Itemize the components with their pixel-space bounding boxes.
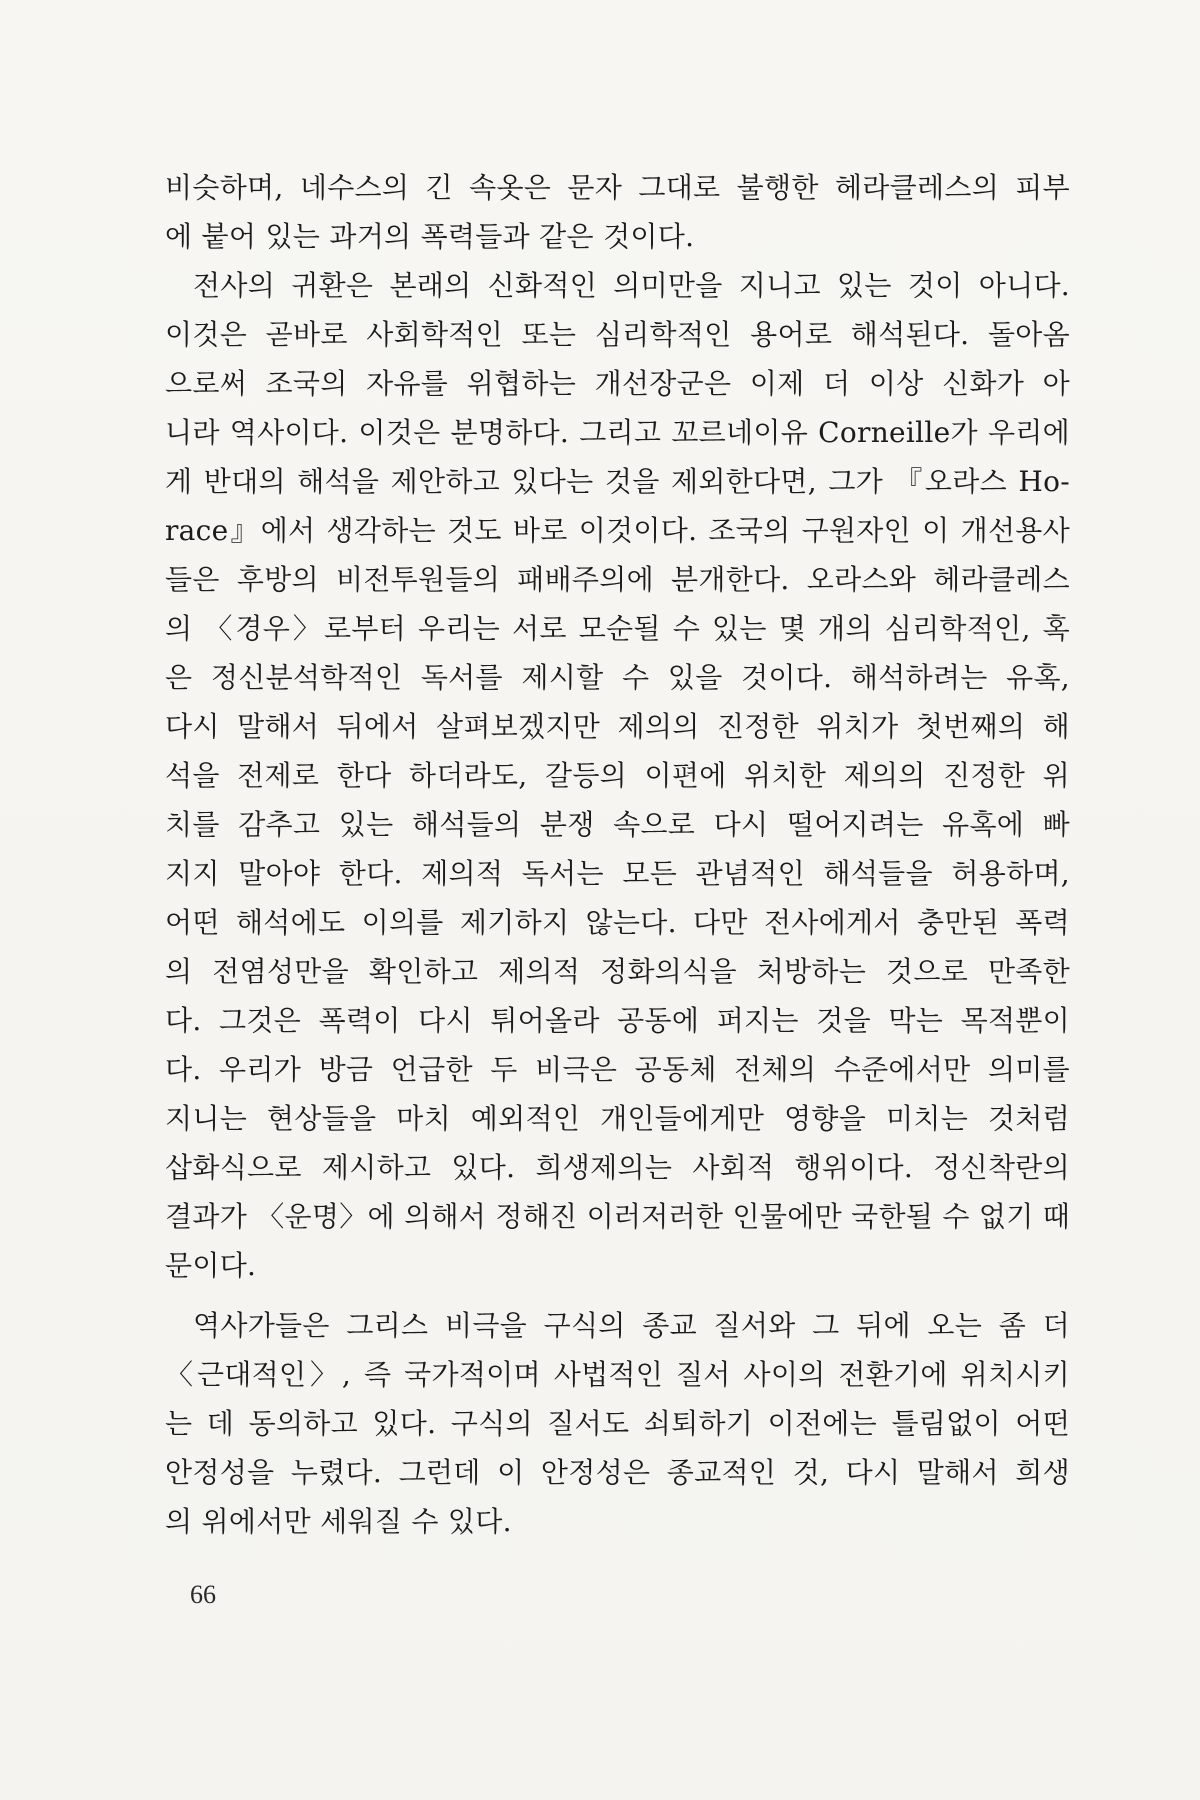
body-text: [165, 163, 1070, 1546]
text-line: 들은 후방의 비전투원들의 패배주의에 분개한다. 오라스와 헤라클레스: [165, 563, 1070, 596]
paragraph: [165, 261, 1070, 1290]
text-line: 결과가 〈운명〉에 의해서 정해진 이러저러한 인물에만 국한될 수 없기 때: [165, 1200, 1070, 1233]
text-line: 안정성을 누렸다. 그런데 이 안정성은 종교적인 것, 다시 말해서 희생: [165, 1456, 1070, 1489]
paragraph-gap: [165, 1290, 1070, 1301]
text-line: 다. 그것은 폭력이 다시 튀어올라 공동에 퍼지는 것을 막는 목적뿐이: [165, 1004, 1070, 1037]
text-line: 치를 감추고 있는 해석들의 분쟁 속으로 다시 떨어지려는 유혹에 빠: [165, 808, 1070, 841]
text-line: 삽화식으로 제시하고 있다. 희생제의는 사회적 행위이다. 정신착란의: [165, 1151, 1070, 1184]
text-line: 문이다.: [165, 1249, 257, 1282]
paragraph: [165, 163, 1070, 261]
text-line: 전사의 귀환은 본래의 신화적인 의미만을 지니고 있는 것이 아니다.: [193, 269, 1070, 302]
text-line: 역사가들은 그리스 비극을 구식의 종교 질서와 그 뒤에 오는 좀 더: [193, 1309, 1070, 1342]
text-line: race』에서 생각하는 것도 바로 이것이다. 조국의 구원자인 이 개선용사: [165, 514, 1070, 547]
text-line: 는 데 동의하고 있다. 구식의 질서도 쇠퇴하기 이전에는 틀림없이 어떤: [165, 1407, 1070, 1440]
text-line: 다. 우리가 방금 언급한 두 비극은 공동체 전체의 수준에서만 의미를: [165, 1053, 1070, 1086]
text-line: 어떤 해석에도 이의를 제기하지 않는다. 다만 전사에게서 충만된 폭력: [165, 906, 1070, 939]
text-line: 지니는 현상들을 마치 예외적인 개인들에게만 영향을 미치는 것처럼: [165, 1102, 1070, 1135]
page-number: 66: [190, 1580, 216, 1609]
text-line: 다시 말해서 뒤에서 살펴보겠지만 제의의 진정한 위치가 첫번째의 해: [165, 710, 1070, 743]
text-line: 게 반대의 해석을 제안하고 있다는 것을 제외한다면, 그가 『오라스 Ho-: [165, 465, 1070, 498]
text-line: 의 〈경우〉로부터 우리는 서로 모순될 수 있는 몇 개의 심리학적인, 혹: [165, 612, 1070, 645]
text-line: 의 전염성만을 확인하고 제의적 정화의식을 처방하는 것으로 만족한: [165, 955, 1070, 988]
text-line: 니라 역사이다. 이것은 분명하다. 그리고 꼬르네이유 Corneille가 우리에: [165, 416, 1070, 449]
text-line: 지지 말아야 한다. 제의적 독서는 모든 관념적인 해석들을 허용하며,: [165, 857, 1070, 890]
text-line: 으로써 조국의 자유를 위협하는 개선장군은 이제 더 이상 신화가 아: [165, 367, 1070, 400]
text-line: 〈근대적인〉, 즉 국가적이며 사법적인 질서 사이의 전환기에 위치시키: [165, 1358, 1070, 1391]
text-line: 석을 전제로 한다 하더라도, 갈등의 이편에 위치한 제의의 진정한 위: [165, 759, 1070, 792]
text-line: 이것은 곧바로 사회학적인 또는 심리학적인 용어로 해석된다. 돌아옴: [165, 318, 1070, 351]
paragraph: [165, 1301, 1070, 1546]
text-line: 비슷하며, 네수스의 긴 속옷은 문자 그대로 불행한 헤라클레스의 피부: [165, 171, 1070, 204]
text-line: 은 정신분석학적인 독서를 제시할 수 있을 것이다. 해석하려는 유혹,: [165, 661, 1070, 694]
text-line: 의 위에서만 세워질 수 있다.: [165, 1505, 512, 1538]
text-line: 에 붙어 있는 과거의 폭력들과 같은 것이다.: [165, 220, 695, 253]
